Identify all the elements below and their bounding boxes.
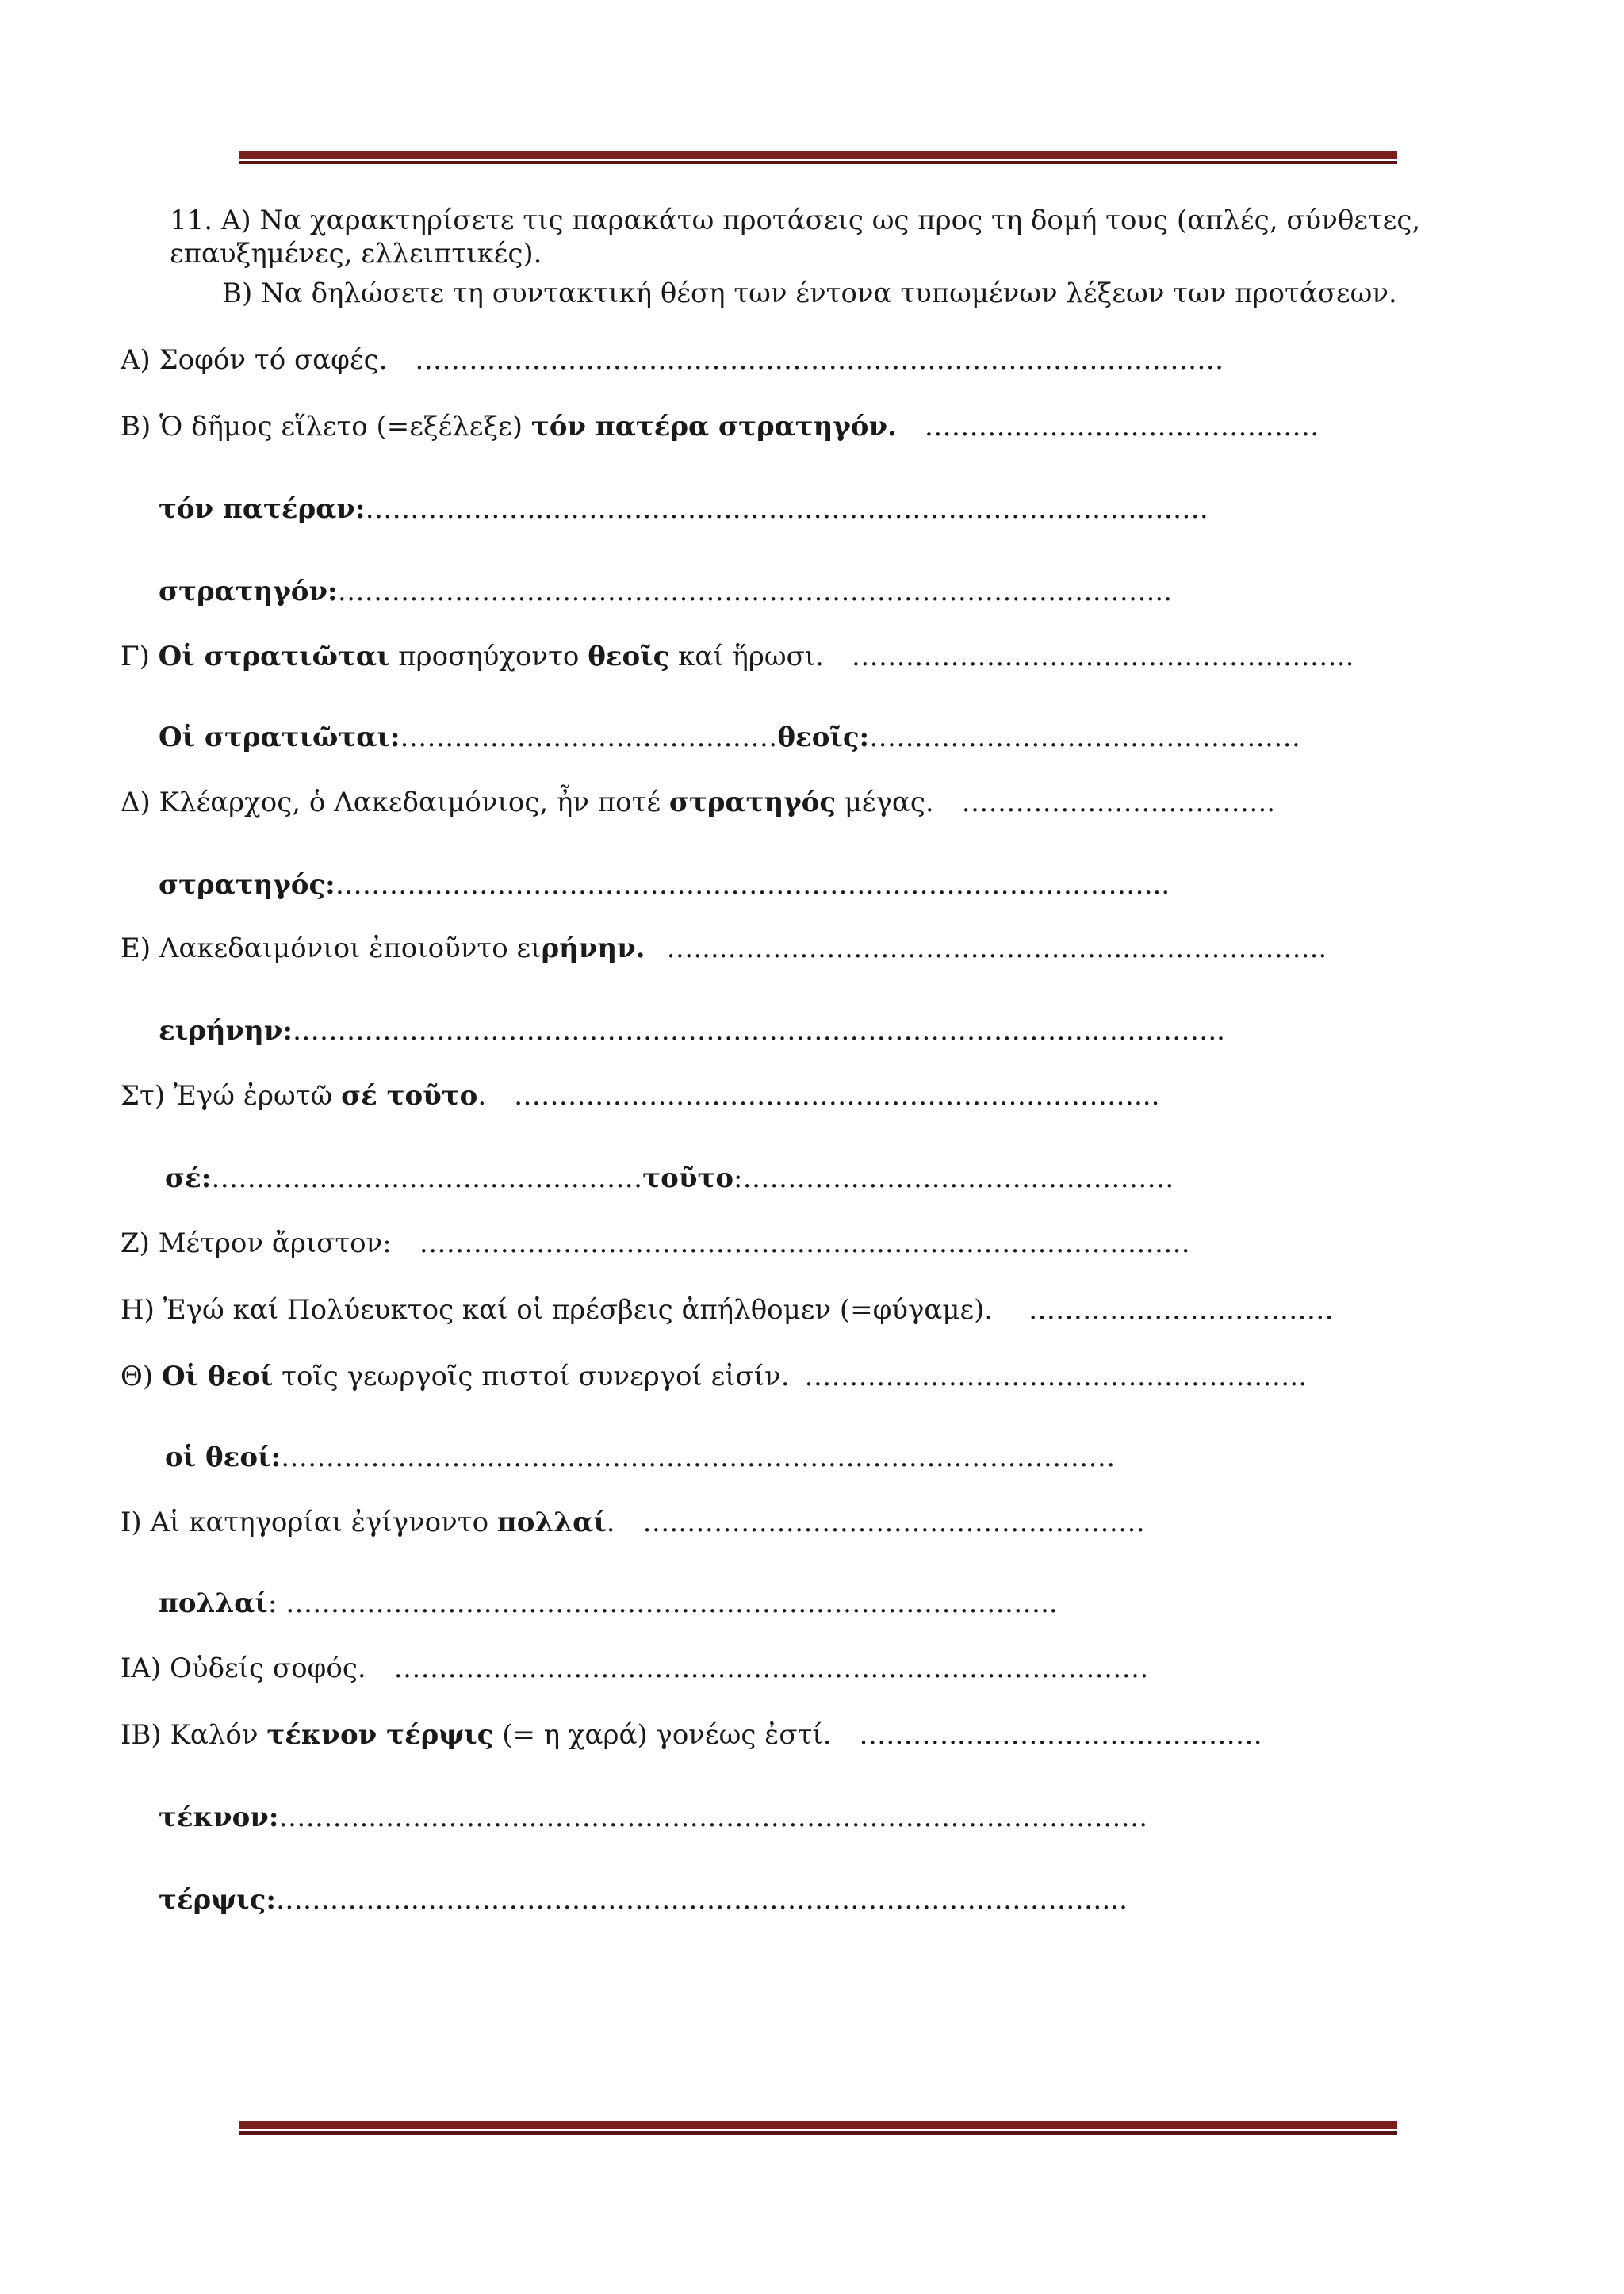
sentence-text: Στ) Ἐγώ ἐρωτῶ <box>121 1080 342 1112</box>
sentence-h <box>121 1293 1334 1327</box>
word-label: τέκνον: <box>159 1802 279 1833</box>
instruction-a-continued: επαυξημένες, ελλειπτικές). <box>170 238 542 270</box>
bold-words: Οἱ στρατιῶται <box>158 641 390 672</box>
sentence-a <box>121 343 1224 377</box>
answer-blank[interactable]: ………………………………………………………………………… <box>393 1653 1149 1684</box>
sentence-text: καί ἥρωσι. <box>669 641 824 672</box>
answer-blank[interactable]: ………………………………………………………………………………... <box>335 869 1170 901</box>
bold-words: θεοῖς <box>588 641 670 672</box>
word-label: τοῦτο <box>642 1162 733 1194</box>
answer-blank[interactable]: …………………………………………....……………………………. <box>419 1227 1190 1259</box>
sub-d1 <box>159 867 1170 902</box>
sentence-d <box>121 785 1275 820</box>
answer-blank[interactable]: …....……………………………………....………………... <box>666 933 1327 964</box>
answer-blank[interactable]: ………………………………………………………………………….. <box>285 1587 1058 1619</box>
bold-words: πολλαί <box>496 1507 607 1538</box>
word-label: θεοῖς: <box>777 722 870 753</box>
answer-blank[interactable]: ………………………………………… <box>211 1162 643 1194</box>
sub-th1 <box>165 1440 1115 1475</box>
sentence-text: Η) Ἐγώ καί Πολύευκτος καί οἱ πρέσβεις ἀπήλθομεν (=φύγαμε). <box>121 1294 994 1326</box>
sentence-text: Θ) <box>121 1361 162 1392</box>
answer-blank[interactable]: ………………………………………… <box>869 722 1301 753</box>
sentence-text: Ε) Λακεδαιμόνιοι ἐποιοῦντο ει <box>121 933 542 964</box>
sentence-text: Α) Σοφόν τό σαφές. <box>121 344 388 376</box>
answer-blank[interactable]: ………………...………………………………………………………………. <box>365 493 1208 525</box>
word-label: τόν πατέραν: <box>159 493 366 525</box>
sentence-text: τοῖς γεωργοῖς πιστοί συνεργοί εἰσίν. <box>273 1361 790 1392</box>
answer-blank[interactable]: ………………………………………… <box>742 1162 1174 1194</box>
sub-st1 <box>165 1161 1174 1196</box>
answer-blank[interactable]: ….……..…………………………… <box>859 1719 1262 1751</box>
bold-words: σέ τοῦτο <box>341 1080 478 1112</box>
answer-blank[interactable]: ……………………………………………………………... <box>513 1080 1160 1112</box>
sentence-text: Ι) Αἱ κατηγορίαι ἐγίγνοντο <box>121 1507 497 1538</box>
sub-b2 <box>159 574 1172 609</box>
word-label: ειρήνην: <box>159 1015 293 1047</box>
sentence-text: . <box>477 1080 487 1112</box>
word-label: πολλαί <box>159 1587 268 1619</box>
sentence-st <box>121 1078 1159 1113</box>
answer-blank[interactable]: ………….………………… <box>1028 1294 1334 1326</box>
sentence-text: προσηύχοντο <box>389 641 588 672</box>
bold-words: ρήνην. <box>541 933 645 964</box>
word-label: τέρψις: <box>159 1884 276 1916</box>
sentence-ib <box>121 1718 1262 1752</box>
sentence-text: ΙΒ) Καλόν <box>121 1719 267 1751</box>
bold-words: τέκνον τέρψις <box>266 1719 494 1751</box>
answer-blank[interactable]: ………...……………...…………………………………………………………. <box>278 1802 1148 1833</box>
colon: : <box>733 1162 743 1194</box>
instruction-b: Β) Να δηλώσετε τη συντακτική θέση των έντονα τυπωμένων λέξεων των προτάσεων. <box>222 278 1397 309</box>
word-label: στρατηγόν: <box>159 576 338 607</box>
answer-blank[interactable]: ……………………………………………………………………………...………….. <box>292 1015 1225 1047</box>
bold-words: στρατηγός <box>668 787 837 818</box>
sentence-e <box>121 931 1327 966</box>
sub-ib1 <box>159 1800 1147 1835</box>
sentence-text: (= η χαρά) γονέως ἐστί. <box>493 1719 832 1751</box>
sentence-text: Γ) <box>121 641 159 672</box>
word-label: στρατηγός: <box>159 869 335 901</box>
word-label: Οἱ στρατιῶται: <box>159 722 400 753</box>
answer-blank[interactable]: …..…………………………………………… <box>642 1507 1146 1538</box>
sentence-z <box>121 1226 1190 1261</box>
sentence-c <box>121 639 1354 674</box>
sentence-b <box>121 409 1319 444</box>
sentence-text: Β) Ὁ δῆμος εἵλετο (=εξέλεξε) <box>121 411 531 442</box>
sentence-text: ΙΑ) Οὐδείς σοφός. <box>121 1653 366 1684</box>
sub-i1 <box>159 1586 1058 1621</box>
sub-b1 <box>159 492 1208 527</box>
sub-e1 <box>159 1013 1225 1048</box>
footer-rule <box>239 2121 1397 2135</box>
answer-blank[interactable]: …………………...…………………………………………………………… <box>281 1442 1116 1473</box>
sentence-i <box>121 1505 1145 1540</box>
sentence-text: Ζ) Μέτρον ἄριστον: <box>121 1227 392 1259</box>
answer-blank[interactable]: …………………………………… <box>400 722 778 753</box>
colon: : <box>267 1587 286 1619</box>
bold-words: τόν πατέρα στρατηγόν. <box>530 411 897 442</box>
sentence-th <box>121 1359 1307 1394</box>
answer-blank[interactable]: ……………………………………………….. <box>804 1361 1308 1392</box>
instruction-a: 11. Α) Να χαρακτηρίσετε τις παρακάτω προτάσεις ως προς τη δομή τους (απλές, σύνθετες, <box>170 205 1421 236</box>
sentence-ia <box>121 1651 1148 1686</box>
word-label: σέ: <box>165 1162 212 1194</box>
answer-blank[interactable]: ……………………………………………………………………………… <box>415 344 1224 376</box>
sentence-text: . <box>606 1507 615 1538</box>
sentence-text: μέγας. <box>836 787 934 818</box>
bold-words: Οἱ θεοί <box>161 1361 274 1392</box>
answer-blank[interactable]: …………………………….. <box>961 787 1276 818</box>
answer-blank[interactable]: ……………..…………………………………………………………………... <box>275 1884 1128 1916</box>
header-rule <box>239 151 1397 164</box>
answer-blank[interactable]: ………………………………………………………………………………... <box>337 576 1173 607</box>
answer-blank[interactable]: ……………………………………………….. <box>851 641 1354 672</box>
answer-blank[interactable]: ………..…………………………… <box>924 411 1320 442</box>
sub-c1 <box>159 720 1300 755</box>
sub-ib2 <box>159 1882 1128 1917</box>
sentence-text: Δ) Κλέαρχος, ὁ Λακεδαιμόνιος, ἦν ποτέ <box>121 787 669 818</box>
word-label: οἱ θεοί: <box>165 1442 281 1473</box>
